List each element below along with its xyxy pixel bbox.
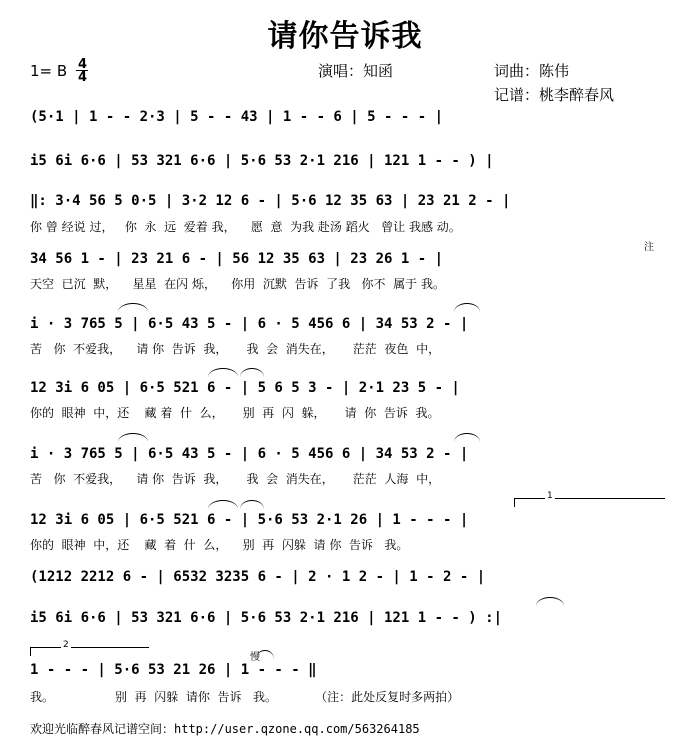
time-signature-bottom: 4: [78, 70, 88, 85]
annotation-zhu: 注: [644, 242, 654, 253]
tie-mark: [208, 368, 238, 377]
music-line-6: 12 3i 6 05 | 6·5 521 6 - | 5 6 5 3 - | 2·1 23 5 - |: [30, 380, 460, 396]
lyric-line-3: 你 曾 经说 过， 你 永 远 爱着 我， 愿 意 为我 赴汤 蹈火 曾让 我感 动。: [30, 220, 461, 234]
composer-credit: 词曲：陈伟: [494, 62, 570, 80]
music-line-1: (5·1 | 1 - - 2·3 | 5 - - 43 | 1 - - 6 | 5 - - - |: [30, 109, 444, 125]
key-signature: 1= B: [30, 62, 68, 80]
singer-credit: 演唱：知函: [318, 62, 394, 80]
time-signature-top: 4: [78, 57, 88, 72]
music-line-3: ‖: 3·4 56 5 0·5 | 3·2 12 6 - | 5·6 12 35 63 | 23 21 2 - |: [30, 193, 511, 209]
music-line-5: i · 3 765 5 | 6·5 43 5 - | 6 · 5 456 6 | 34 53 2 - |: [30, 316, 469, 332]
lyric-line-5: 苦 你 不爱我， 请 你 告诉 我， 我 会 消失在， 茫茫 夜色 中，: [30, 342, 441, 356]
tie-mark: [454, 433, 480, 442]
music-line-7: i · 3 765 5 | 6·5 43 5 - | 6 · 5 456 6 | 34 53 2 - |: [30, 446, 469, 462]
volta-bracket-1: [514, 491, 665, 507]
tie-mark: [240, 368, 264, 377]
music-line-10: i5 6i 6·6 | 53 321 6·6 | 5·6 53 2·1 216 | 121 1 - - ) :|: [30, 610, 503, 626]
tie-mark: [536, 597, 564, 606]
tie-mark: [240, 500, 264, 509]
tie-mark: [118, 433, 148, 442]
music-line-2: i5 6i 6·6 | 53 321 6·6 | 5·6 53 2·1 216 | 121 1 - - ) |: [30, 153, 494, 169]
footer-credit: 欢迎光临醉春风记谱空间：http://user.qzone.qq.com/563264185: [30, 722, 420, 736]
annotation-man: 慢: [250, 652, 260, 663]
lyric-line-4: 天空 已沉 默， 星星 在闪 烁， 你用 沉默 告诉 了我 你不 属于 我。: [30, 277, 445, 291]
music-line-8: 12 3i 6 05 | 6·5 521 6 - | 5·6 53 2·1 26 | 1 - - - |: [30, 512, 469, 528]
volta-bracket-2: [30, 640, 149, 656]
transcriber-credit: 记谱：桃李醉春风: [494, 86, 615, 104]
lyric-line-11: 我。 别 再 闪躲 请你 告诉 我。 （注：此处反复时多两拍）: [30, 690, 460, 704]
volta-number-1: 1: [547, 491, 553, 501]
volta-number-2: 2: [63, 640, 69, 650]
tie-mark: [118, 303, 148, 312]
music-line-4: 34 56 1 - | 23 21 6 - | 56 12 35 63 | 23 26 1 - |: [30, 251, 444, 267]
music-line-11: 1 - - - | 5·6 53 21 26 | 1 - - - ‖: [30, 662, 317, 678]
song-title: 请你告诉我: [267, 19, 423, 54]
tie-mark: [256, 650, 274, 659]
lyric-line-7: 苦 你 不爱我， 请 你 告诉 我， 我 会 消失在， 茫茫 人海 中，: [30, 472, 441, 486]
music-line-9: (1212 2212 6 - | 6532 3235 6 - | 2 · 1 2 - | 1 - 2 - |: [30, 569, 486, 585]
time-signature-divider: [76, 70, 88, 71]
tie-mark: [454, 303, 480, 312]
tie-mark: [208, 500, 238, 509]
lyric-line-6: 你的 眼神 中，还 藏 着 什 么， 别 再 闪 躲， 请 你 告诉 我。: [30, 406, 440, 420]
lyric-line-8: 你的 眼神 中，还 藏 着 什 么， 别 再 闪躲 请 你 告诉 我。: [30, 538, 409, 552]
